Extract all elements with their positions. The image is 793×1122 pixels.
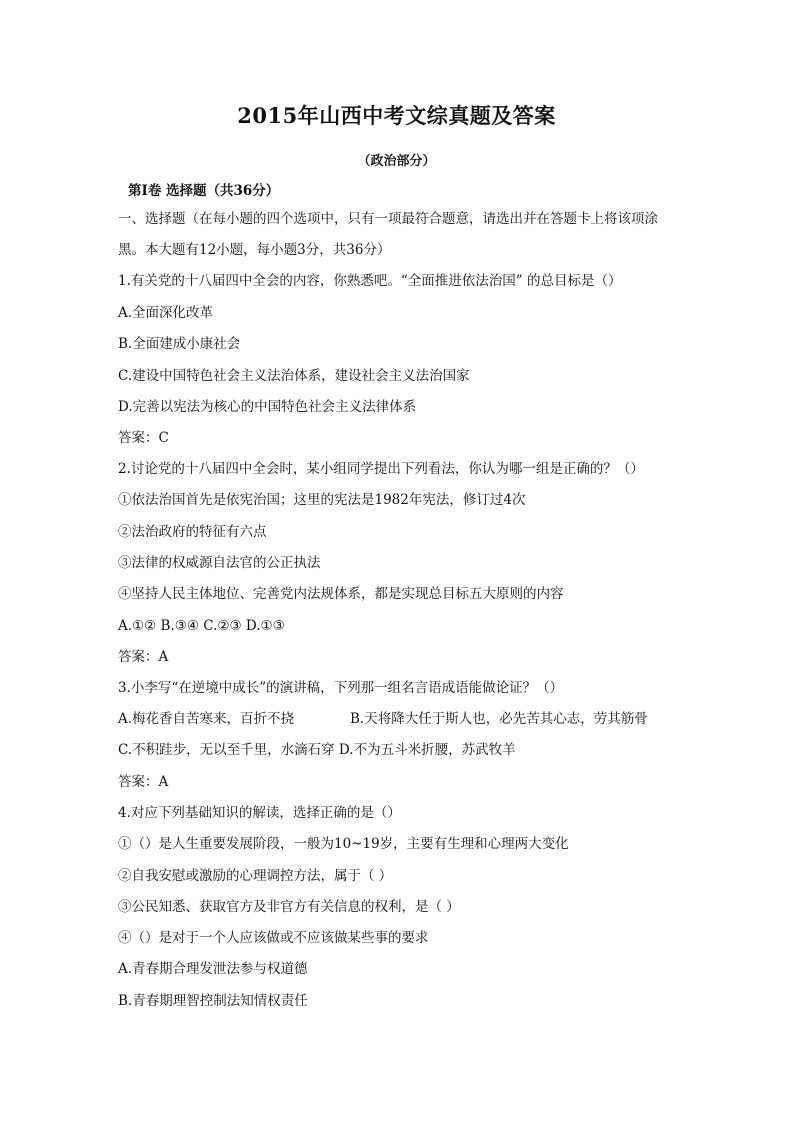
q4-item-4: ④（）是对于一个人应该做或不应该做某些事的要求 xyxy=(118,930,429,946)
q4-option-b: B.青春期理智控制法知情权责任 xyxy=(118,993,308,1009)
q3-option-a: A.梅花香自苦寒来，百折不挠 xyxy=(118,711,295,727)
q4-stem: 4.对应下列基础知识的解读，选择正确的是（） xyxy=(118,805,401,821)
q1-option-a: A.全面深化改革 xyxy=(118,305,214,321)
intro-line-1: 一、选择题（在每小题的四个选项中，只有一项最符合题意，请选出并在答题卡上将该项涂 xyxy=(118,211,658,227)
q4-option-a: A.青春期合理发泄法参与权道德 xyxy=(118,961,308,977)
q2-options: A.①② B.③④ C.②③ D.①③ xyxy=(118,618,285,634)
q3-answer: 答案：A xyxy=(118,774,169,790)
q4-item-3: ③公民知悉、获取官方及非官方有关信息的权利，是（ ） xyxy=(118,899,460,915)
q3-option-b: B.天将降大任于斯人也，必先苦其心志，劳其筋骨 xyxy=(350,711,648,727)
q2-item-1: ①依法治国首先是依宪治国；这里的宪法是1982年宪法，修订过4次 xyxy=(118,492,526,508)
q3-options-cd: C.不积跬步，无以至千里，水滴石穿 D.不为五斗米折腰，苏武牧羊 xyxy=(118,742,516,758)
q2-answer: 答案：A xyxy=(118,649,169,665)
q1-option-c: C.建设中国特色社会主义法治体系，建设社会主义法治国家 xyxy=(118,368,470,384)
q2-item-3: ③法律的权威源自法官的公正执法 xyxy=(118,555,321,571)
q1-option-d: D.完善以宪法为核心的中国特色社会主义法律体系 xyxy=(118,399,417,415)
q4-item-1: ①（）是人生重要发展阶段，一般为10~19岁，主要有生理和心理两大变化 xyxy=(118,836,569,852)
q3-stem: 3.小李写“在逆境中成长”的演讲稿，下列那一组名言语成语能做论证？（） xyxy=(118,680,564,696)
q2-item-4: ④坚持人民主体地位、完善党内法规体系，都是实现总目标五大原则的内容 xyxy=(118,586,564,602)
intro-line-2: 黑。本大题有12小题，每小题3分，共36分） xyxy=(118,242,391,258)
section-heading: 第Ⅰ卷 选择题（共36分） xyxy=(128,183,280,199)
q1-stem: 1.有关党的十八届四中全会的内容，你熟悉吧。“全面推进依法治国” 的总目标是（） xyxy=(118,273,622,289)
q1-option-b: B.全面建成小康社会 xyxy=(118,336,241,352)
document-title: 2015年山西中考文综真题及答案 xyxy=(237,103,556,128)
q2-stem: 2.讨论党的十八届四中全会时，某小组同学提出下列看法，你认为哪一组是正确的？（） xyxy=(118,461,644,477)
q1-answer: 答案：C xyxy=(118,430,169,446)
q4-item-2: ②自我安慰或激励的心理调控方法，属于（ ） xyxy=(118,868,393,884)
document-subtitle: （政治部分） xyxy=(357,154,436,169)
q2-item-2: ②法治政府的特征有六点 xyxy=(118,524,267,540)
q3-options-ab xyxy=(118,709,648,729)
